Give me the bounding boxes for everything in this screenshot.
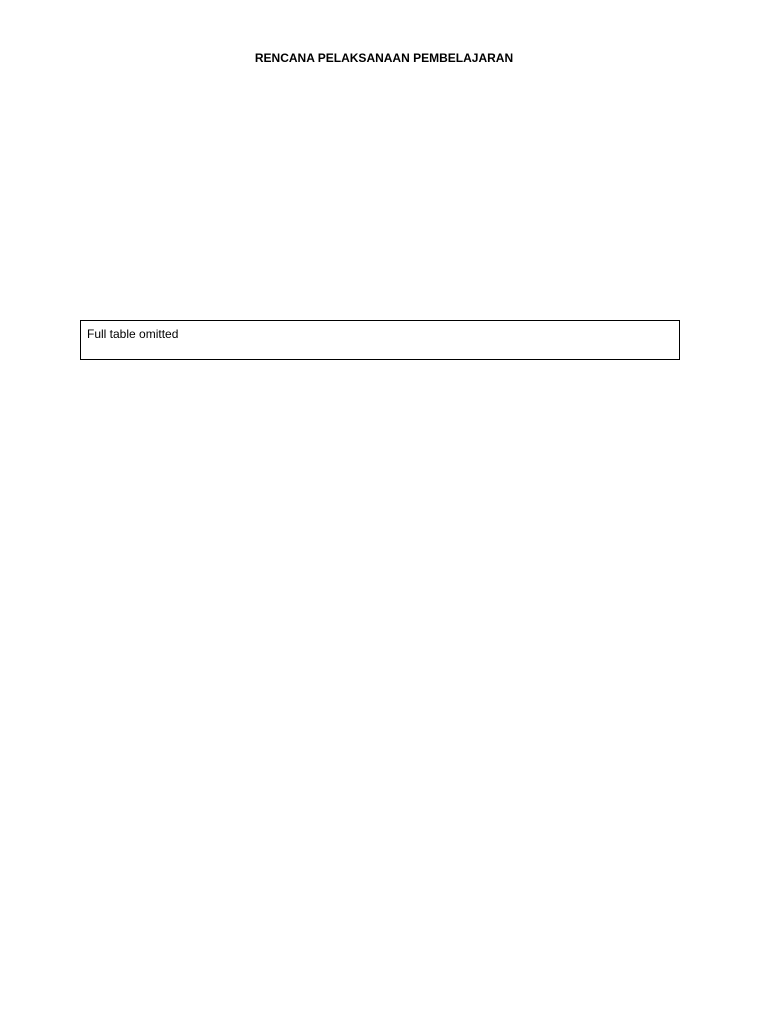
- content-note: Full table omitted: [80, 320, 680, 360]
- document-title: RENCANA PELAKSANAAN PEMBELAJARAN: [254, 51, 514, 65]
